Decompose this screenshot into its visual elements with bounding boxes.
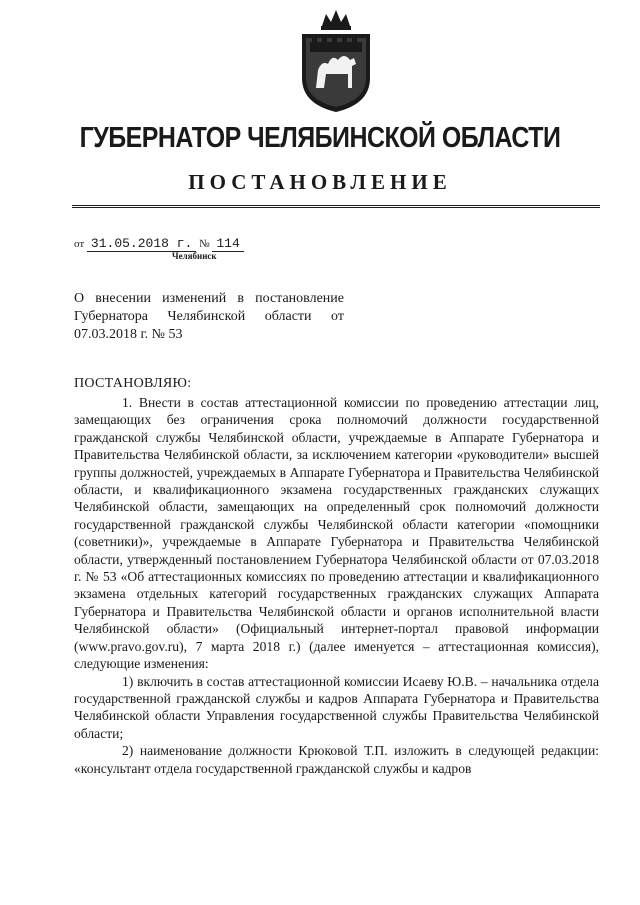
- date-prefix: от: [74, 238, 85, 250]
- issue-city: Челябинск: [172, 251, 217, 261]
- document-number: 114: [212, 236, 243, 252]
- paragraph: 1. Внести в состав аттестационной комиссии по проведению аттестации лиц, замещающих без ограничения срока полномочий должности государственной гражданской службы Челябинской области, учреждаемые в Аппарате Губернатора и Правительства Челябинской области, за исключением категории «руководители» высшей группы должностей, учреждаемых в Аппарате Губернатора и Правительства Челябинской области, и квалификационного экзамена государственных гражданских служащих Челябинской области, замещающих на определенный срок полномочий должности государственной гражданской службы Челябинской области категории «помощники (советники)», учреждаемые в Аппарате Губернатора и Правительства Челябинской области, утвержденный постановлением Губернатора Челябинской области от 07.03.2018 г. № 53 «Об аттестационных комиссиях по проведению аттестации и квалификационного экзамена отдельных категорий государственных гражданских служащих Аппарата Губернатора и Правительства Челябинской области и органов исполнительной власти Челябинской области» (Официальный интернет-портал правовой информации (www.pravo.gov.ru), 7 марта 2018 г.) (далее именуется – аттестационная комиссия), следующие изменения:: [74, 395, 599, 672]
- paragraph: 2) наименование должности Крюковой Т.П. изложить в следующей редакции: «консультант отдела государственной гражданской службы и кадров: [74, 743, 599, 776]
- header-divider-secondary: [72, 207, 600, 208]
- decree-word: ПОСТАНОВЛЯЮ:: [74, 376, 192, 391]
- header-divider: [72, 205, 600, 206]
- document-subject: О внесении изменений в постановление Губернатора Челябинской области от 07.03.2018 г. № 53: [74, 291, 344, 342]
- number-sign: №: [199, 238, 210, 250]
- document-type: ПОСТАНОВЛЕНИЕ: [188, 170, 452, 194]
- paragraph: 1) включить в состав аттестационной комиссии Исаеву Ю.В. – начальника отдела государственной гражданской службы и кадров Аппарата Губернатора и Правительства Челябинской области Управления государственной службы Правительства Челябинской области;: [74, 673, 599, 741]
- issuer-title: ГУБЕРНАТОР ЧЕЛЯБИНСКОЙ ОБЛАСТИ: [79, 122, 561, 154]
- coat-of-arms-emblem: [296, 8, 376, 114]
- document-number-line: [74, 236, 244, 251]
- document-body: [74, 394, 599, 777]
- document-date: 31.05.2018 г.: [87, 236, 196, 252]
